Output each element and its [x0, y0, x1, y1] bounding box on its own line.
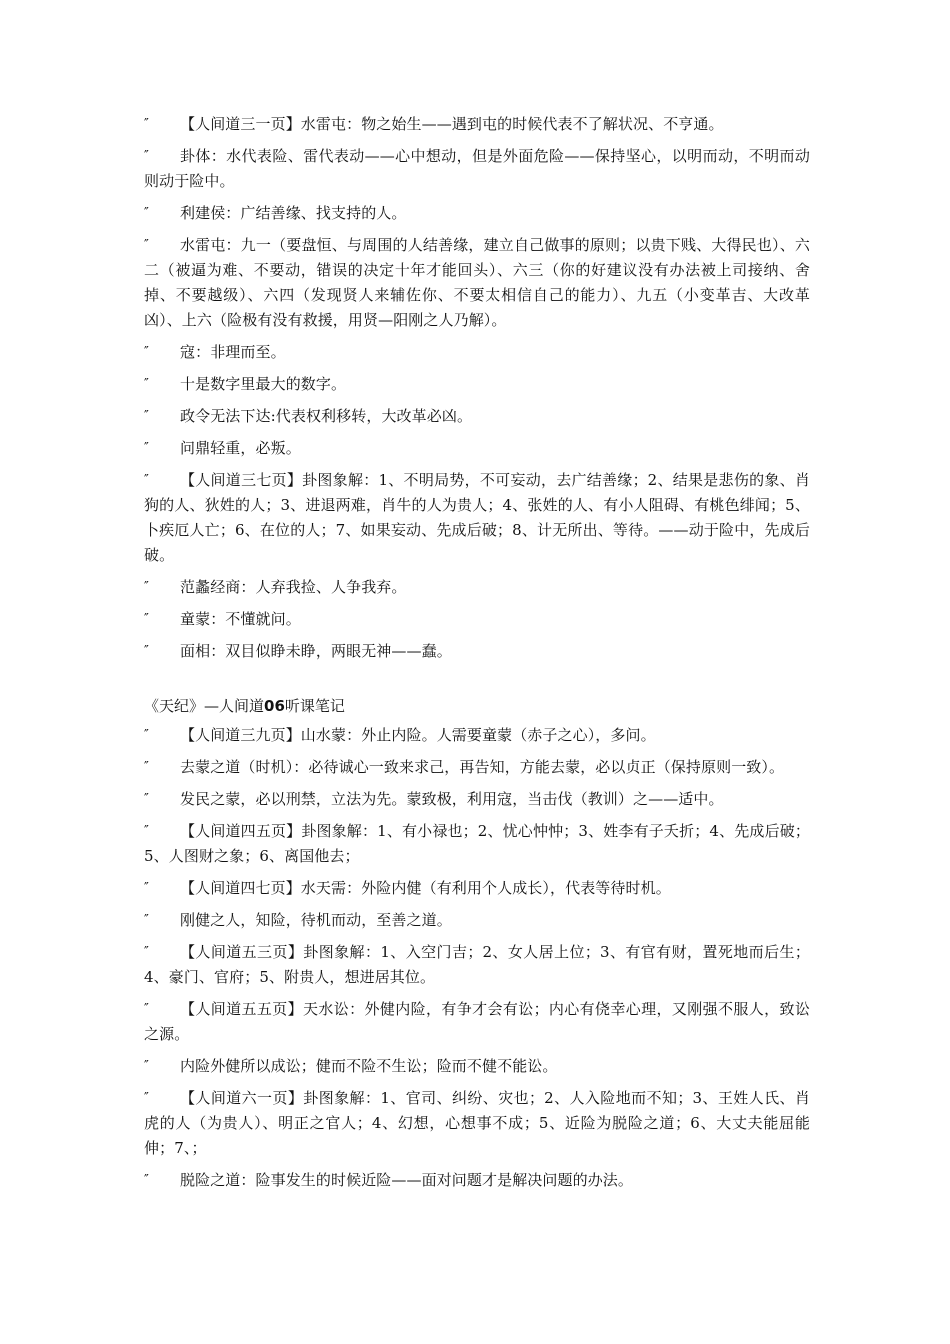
note-paragraph: [144, 723, 810, 748]
note-text: 水雷屯：九一（要盘恒、与周围的人结善缘，建立自己做事的原则；以贵下贱、大得民也）、六二（被逼为难、不要动，错误的决定十年才能回头）、六三（你的好建议没有办法被上司接纳、舍掉、不要越级）、六四（发现贤人来辅佐你、不要太相信自己的能力）、九五（小变革吉、大改革凶）、上六（险极有没有救援，用贤—阳刚之人乃解）。: [144, 236, 810, 329]
note-paragraph: [144, 1086, 810, 1161]
note-text: 【人间道三一页】水雷屯：物之始生——遇到屯的时候代表不了解状况、不亨通。: [180, 115, 724, 133]
note-paragraph: [144, 233, 810, 333]
bullet-mark-icon: ″: [144, 792, 149, 807]
note-text: 发民之蒙，必以刑禁，立法为先。蒙致极，利用寇，当击伐（教训）之——适中。: [180, 790, 724, 808]
note-text: 问鼎轻重，必叛。: [180, 439, 301, 457]
section-title-number: 06: [264, 697, 285, 715]
bullet-mark-icon: ″: [144, 345, 149, 360]
note-paragraph: [144, 639, 810, 664]
note-paragraph: [144, 940, 810, 990]
bullet-mark-icon: ″: [144, 206, 149, 221]
notes-section-2: [144, 723, 810, 1193]
bullet-mark-icon: ″: [144, 945, 149, 960]
note-paragraph: [144, 144, 810, 194]
bullet-mark-icon: ″: [144, 580, 149, 595]
bullet-mark-icon: ″: [144, 1091, 149, 1106]
note-paragraph: [144, 201, 810, 226]
note-text: 【人间道三七页】卦图象解：1、不明局势，不可妄动，去广结善缘；2、结果是悲伤的象、肖狗的人、狄姓的人；3、进退两难，肖牛的人为贵人；4、张姓的人、有小人阻碍、有桃色绯闻；5、卜疾厄人亡；6、在位的人；7、如果妄动、先成后破；8、计无所出、等待。——动于险中，先成后破。: [144, 471, 810, 564]
note-paragraph: [144, 468, 810, 568]
bullet-mark-icon: ″: [144, 1002, 149, 1017]
bullet-mark-icon: ″: [144, 473, 149, 488]
bullet-mark-icon: ″: [144, 644, 149, 659]
note-paragraph: [144, 112, 810, 137]
note-text: 卦体：水代表险、雷代表动——心中想动，但是外面危险——保持坚心，以明而动，不明而动则动于险中。: [144, 147, 810, 190]
note-text: 童蒙：不懂就问。: [180, 610, 301, 628]
bullet-mark-icon: ″: [144, 377, 149, 392]
note-text: 【人间道六一页】卦图象解：1、官司、纠纷、灾也；2、人入险地而不知；3、王姓人氏、肖虎的人（为贵人）、明正之官人；4、幻想，心想事不成；5、近险为脱险之道；6、大丈夫能屈能伸；7、；: [144, 1089, 810, 1157]
bullet-mark-icon: ″: [144, 409, 149, 424]
note-paragraph: [144, 997, 810, 1047]
bullet-mark-icon: ″: [144, 760, 149, 775]
note-paragraph: [144, 755, 810, 780]
note-text: 内险外健所以成讼；健而不险不生讼；险而不健不能讼。: [180, 1057, 558, 1075]
note-paragraph: [144, 372, 810, 397]
note-text: 脱险之道：险事发生的时候近险——面对问题才是解决问题的办法。: [180, 1171, 634, 1189]
note-paragraph: [144, 436, 810, 461]
section-title: [144, 694, 810, 719]
note-paragraph: [144, 787, 810, 812]
document-page: [144, 112, 810, 1200]
note-text: 面相：双目似睁未睁，两眼无神——蠢。: [180, 642, 452, 660]
note-paragraph: [144, 404, 810, 429]
note-paragraph: [144, 575, 810, 600]
bullet-mark-icon: ″: [144, 149, 149, 164]
note-text: 【人间道五五页】天水讼：外健内险，有争才会有讼；内心有侥幸心理，又刚强不服人，致讼之源。: [144, 1000, 810, 1043]
bullet-mark-icon: ″: [144, 612, 149, 627]
section-title-suffix: 听课笔记: [284, 697, 345, 715]
note-text: 【人间道四七页】水天需：外险内健（有利用个人成长），代表等待时机。: [180, 879, 671, 897]
note-text: 【人间道三九页】山水蒙：外止内险。人需要童蒙（赤子之心），多问。: [180, 726, 656, 744]
note-text: 寇：非理而至。: [180, 343, 286, 361]
note-text: 刚健之人，知险，待机而动，至善之道。: [180, 911, 452, 929]
bullet-mark-icon: ″: [144, 913, 149, 928]
bullet-mark-icon: ″: [144, 1059, 149, 1074]
note-paragraph: [144, 876, 810, 901]
note-text: 政令无法下达:代表权利移转，大改革必凶。: [180, 407, 473, 425]
note-paragraph: [144, 819, 810, 869]
bullet-mark-icon: ″: [144, 238, 149, 253]
note-text: 范蠡经商：人弃我捡、人争我弃。: [180, 578, 407, 596]
note-paragraph: [144, 1168, 810, 1193]
note-paragraph: [144, 340, 810, 365]
note-paragraph: [144, 607, 810, 632]
note-paragraph: [144, 908, 810, 933]
bullet-mark-icon: ″: [144, 728, 149, 743]
bullet-mark-icon: ″: [144, 881, 149, 896]
note-paragraph: [144, 1054, 810, 1079]
note-text: 十是数字里最大的数字。: [180, 375, 347, 393]
note-text: 【人间道四五页】卦图象解：1、有小禄也；2、忧心忡忡；3、姓李有子夭折；4、先成后破；5、人图财之象；6、离国他去；: [144, 822, 810, 865]
note-text: 去蒙之道（时机）：必待诚心一致来求己，再告知，方能去蒙，必以贞正（保持原则一致）。: [180, 758, 785, 776]
bullet-mark-icon: ″: [144, 1173, 149, 1188]
notes-section-1: [144, 112, 810, 664]
bullet-mark-icon: ″: [144, 824, 149, 839]
note-text: 利建侯：广结善缘、找支持的人。: [180, 204, 407, 222]
section-title-prefix: 《天纪》—人间道: [144, 697, 265, 715]
bullet-mark-icon: ″: [144, 117, 149, 132]
bullet-mark-icon: ″: [144, 441, 149, 456]
note-text: 【人间道五三页】卦图象解：1、入空门吉；2、女人居上位；3、有官有财，置死地而后生；4、豪门、官府；5、附贵人，想进居其位。: [144, 943, 810, 986]
